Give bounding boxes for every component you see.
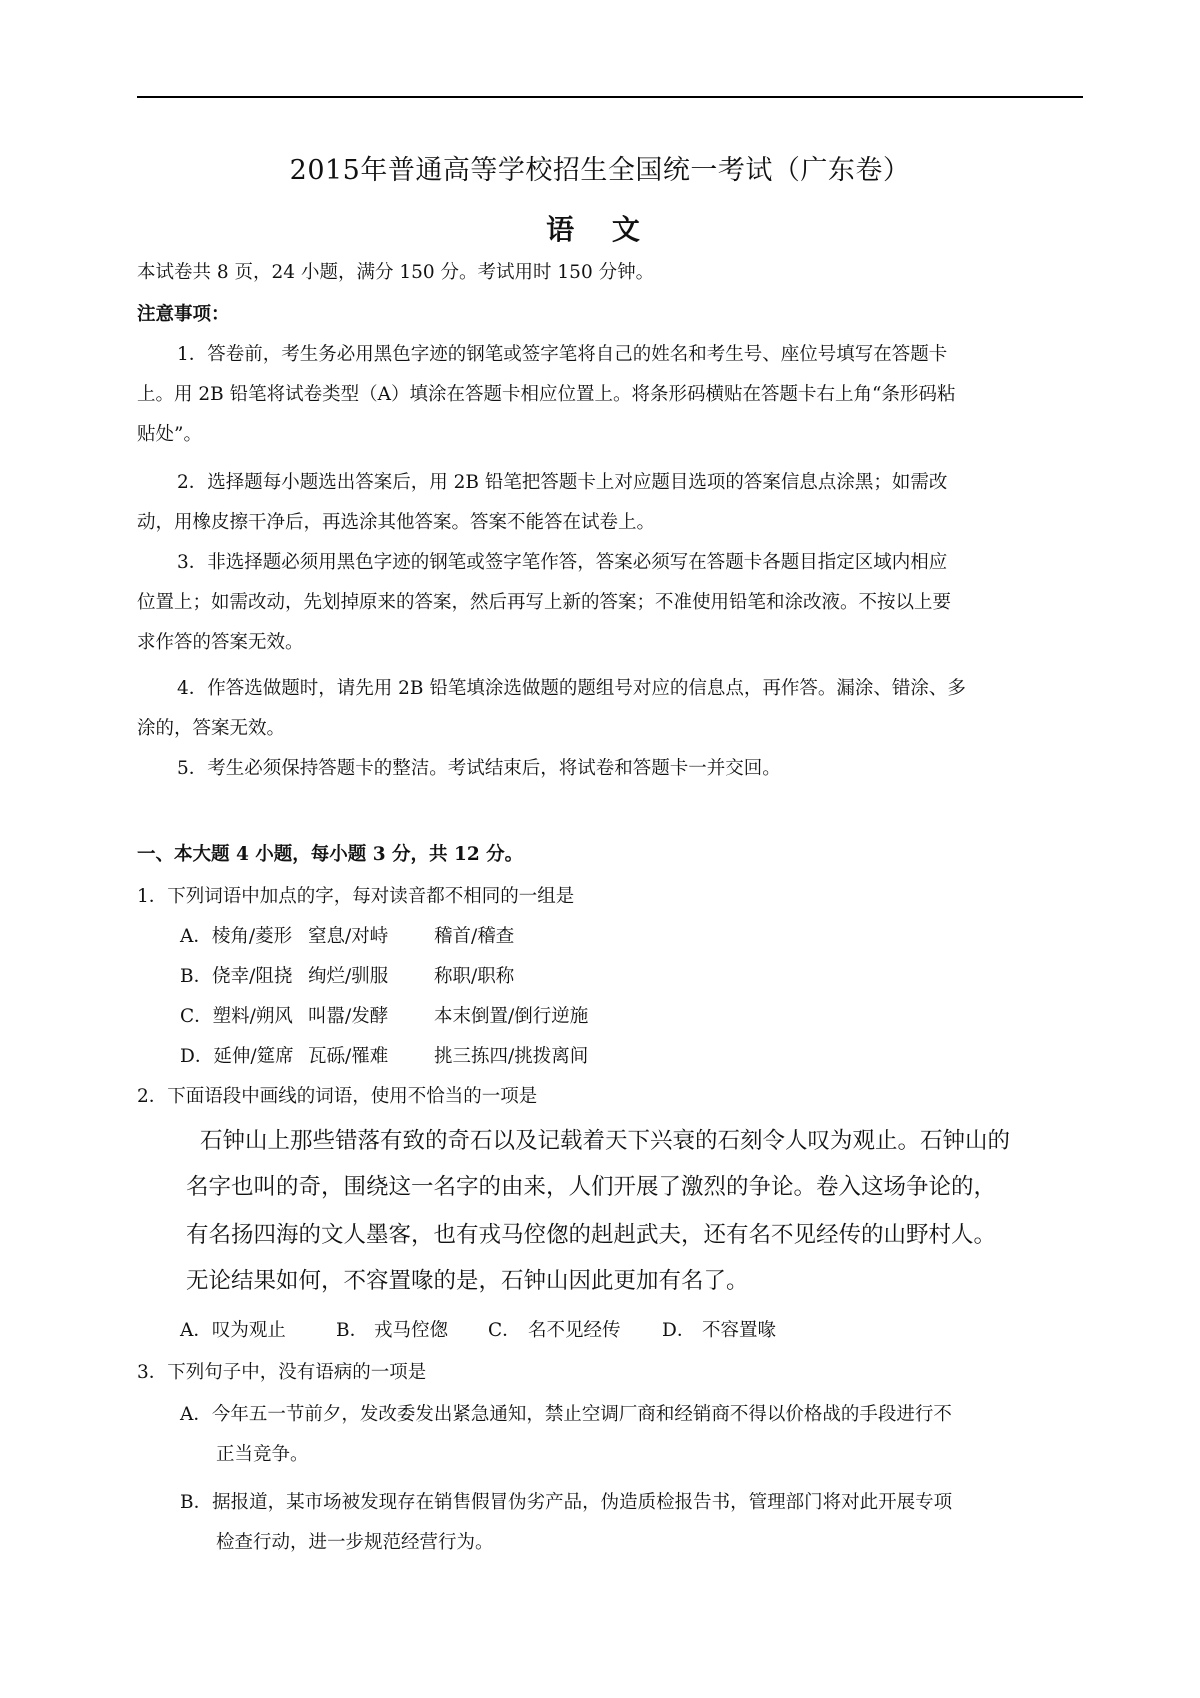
- question-3-option-a: A．今年五一节前夕，发改委发出紧急通知，禁止空调厂商和经销商不得以价格战的手段进行不: [180, 1404, 952, 1425]
- exam-intro: 本试卷共 8 页，24 小题，满分 150 分。考试用时 150 分钟。: [137, 262, 655, 283]
- question-3-option-b-cont: 检查行动，进一步规范经营行为。: [216, 1532, 494, 1553]
- notice-line: 5．考生必须保持答题卡的整洁。考试结束后，将试卷和答题卡一并交回。: [177, 758, 781, 779]
- notice-heading: 注意事项：: [137, 304, 230, 325]
- subject-title: 语 文: [546, 213, 654, 246]
- section-heading: 一、本大题 4 小题，每小题 3 分，共 12 分。: [137, 844, 524, 865]
- notice-line: 3．非选择题必须用黑色字迹的钢笔或签字笔作答，答案必须写在答题卡各题目指定区域内相应: [177, 552, 948, 573]
- option-text: 本末倒置/倒行逆施: [434, 1006, 589, 1027]
- passage-line: 无论结果如何，不容置喙的是，石钟山因此更加有名了。: [186, 1268, 749, 1294]
- question-2-stem: 2．下面语段中画线的词语，使用不恰当的一项是: [137, 1086, 538, 1107]
- option-text: 叫嚣/发酵: [308, 1006, 389, 1027]
- option-text: 不容置喙: [702, 1320, 777, 1341]
- option-text: 称职/职称: [434, 966, 515, 987]
- question-1-option-a: [180, 928, 514, 947]
- notice-line: 求作答的答案无效。: [137, 632, 304, 653]
- option-text: 绚烂/驯服: [308, 966, 389, 987]
- option-letter: C．: [488, 1320, 521, 1341]
- notice-line: 1．答卷前，考生务必用黑色字迹的钢笔或签字笔将自己的姓名和考生号、座位号填写在答题卡: [177, 344, 948, 365]
- option-letter: B．: [336, 1320, 369, 1341]
- question-1-option-c: [180, 1008, 588, 1027]
- option-letter: D．: [662, 1320, 696, 1341]
- option-text: B．侥幸/阻挠: [180, 966, 293, 987]
- question-3-option-b: B．据报道，某市场被发现存在销售假冒伪劣产品，伪造质检报告书，管理部门将对此开展专项: [180, 1492, 953, 1513]
- passage-line: 名字也叫的奇，围绕这一名字的由来，人们开展了激烈的争论。卷入这场争论的，: [186, 1174, 997, 1200]
- notice-line: 上。用 2B 铅笔将试卷类型（A）填涂在答题卡相应位置上。将条形码横贴在答题卡右上角“条形码粘: [137, 384, 956, 405]
- option-text: C．塑料/朔风: [180, 1006, 293, 1027]
- passage-line: 石钟山上那些错落有致的奇石以及记载着天下兴衰的石刻令人叹为观止。石钟山的: [200, 1128, 1011, 1154]
- notice-line: 动，用橡皮擦干净后，再选涂其他答案。答案不能答在试卷上。: [137, 512, 656, 533]
- question-1-option-b: [180, 968, 514, 987]
- option-text: A．叹为观止: [180, 1320, 286, 1341]
- option-text: 稽首/稽查: [434, 926, 515, 947]
- question-3-stem: 3．下列句子中，没有语病的一项是: [137, 1362, 427, 1383]
- header-rule: [137, 96, 1083, 98]
- option-text: 挑三拣四/挑拨离间: [434, 1046, 589, 1067]
- option-text: 戎马倥偬: [374, 1320, 449, 1341]
- option-text: D．延伸/筵席: [180, 1046, 294, 1067]
- notice-line: 位置上；如需改动，先划掉原来的答案，然后再写上新的答案；不准使用铅笔和涂改液。不按以上要: [137, 592, 952, 613]
- question-1-option-d: [180, 1048, 588, 1067]
- option-text: A．棱角/菱形: [180, 926, 293, 947]
- question-2-options: [180, 1322, 776, 1341]
- notice-line: 涂的，答案无效。: [137, 718, 286, 739]
- question-1-stem: 1．下列词语中加点的字，每对读音都不相同的一组是: [137, 886, 575, 907]
- exam-title: 2015年普通高等学校招生全国统一考试（广东卷）: [289, 155, 911, 186]
- option-text: 名不见经传: [528, 1320, 621, 1341]
- notice-line: 2．选择题每小题选出答案后，用 2B 铅笔把答题卡上对应题目选项的答案信息点涂黑；如需改: [177, 472, 948, 493]
- notice-line: 4．作答选做题时，请先用 2B 铅笔填涂选做题的题组号对应的信息点，再作答。漏涂、错涂、多: [177, 678, 966, 699]
- passage-line: 有名扬四海的文人墨客，也有戎马倥偬的赳赳武夫，还有名不见经传的山野村人。: [186, 1222, 997, 1248]
- notice-line: 贴处”。: [137, 424, 202, 445]
- question-3-option-a-cont: 正当竞争。: [216, 1444, 309, 1465]
- option-text: 瓦砾/罹难: [308, 1046, 389, 1067]
- option-text: 窒息/对峙: [308, 926, 389, 947]
